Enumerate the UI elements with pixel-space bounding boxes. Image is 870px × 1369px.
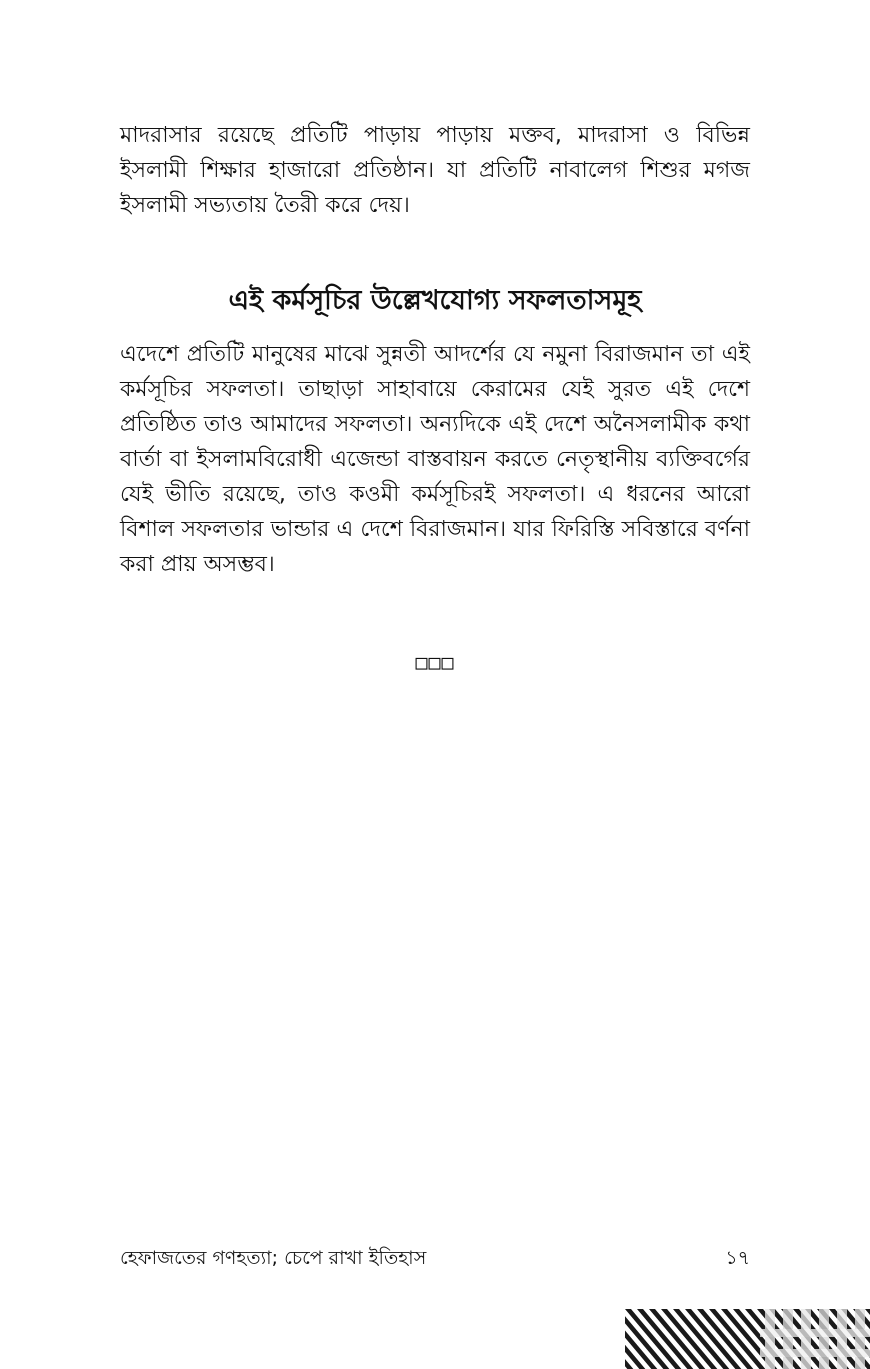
intro-paragraph: মাদরাসার রয়েছে প্রতিটি পাড়ায় পাড়ায় মক্তব, মাদরাসা ও বিভিন্ন ইসলামী শিক্ষার হাজারো প্রতিষ্ঠান। যা প্রতিটি নাবালেগ শিশুর মগজ ইসলামী সভ্যতায় তৈরী করে দেয়।: [120, 123, 750, 218]
section-separator: □□□: [415, 650, 455, 674]
page-number: ১৭: [725, 1247, 750, 1269]
stripes-icon: [625, 1309, 870, 1369]
body-paragraph: এদেশে প্রতিটি মানুষের মাঝে সুন্নতী আদর্শের যে নমুনা বিরাজমান তা এই কর্মসূচির সফলতা। তাছাড়া সাহাবায়ে কেরামের যেই সুরত এই দেশে প্রতিষ্ঠিত তাও আমাদের সফলতা। অন্যদিকে এই দেশে অনৈসলামীক কথা বার্তা বা ইসলামবিরোধী এজেন্ডা বাস্তবায়ন করতে নেতৃস্থানীয় ব্যক্তিবর্গের যেই ভীতি রয়েছে, তাও কওমী কর্মসূচিরই সফলতা। এ ধরনের আরো বিশাল সফলতার ভান্ডার এ দেশে বিরাজমান। যার ফিরিস্তি সবিস্তারে বর্ণনা করা প্রায় অসম্ভব।: [120, 342, 750, 577]
page-footer: [120, 1243, 750, 1273]
corner-stripes-decoration: [625, 1309, 870, 1369]
section-heading: এই কর্মসূচির উল্লেখযোগ্য সফলতাসমূহ: [228, 285, 642, 316]
footer-book-title: হেফাজতের গণহত্যা; চেপে রাখা ইতিহাস: [120, 1247, 427, 1269]
